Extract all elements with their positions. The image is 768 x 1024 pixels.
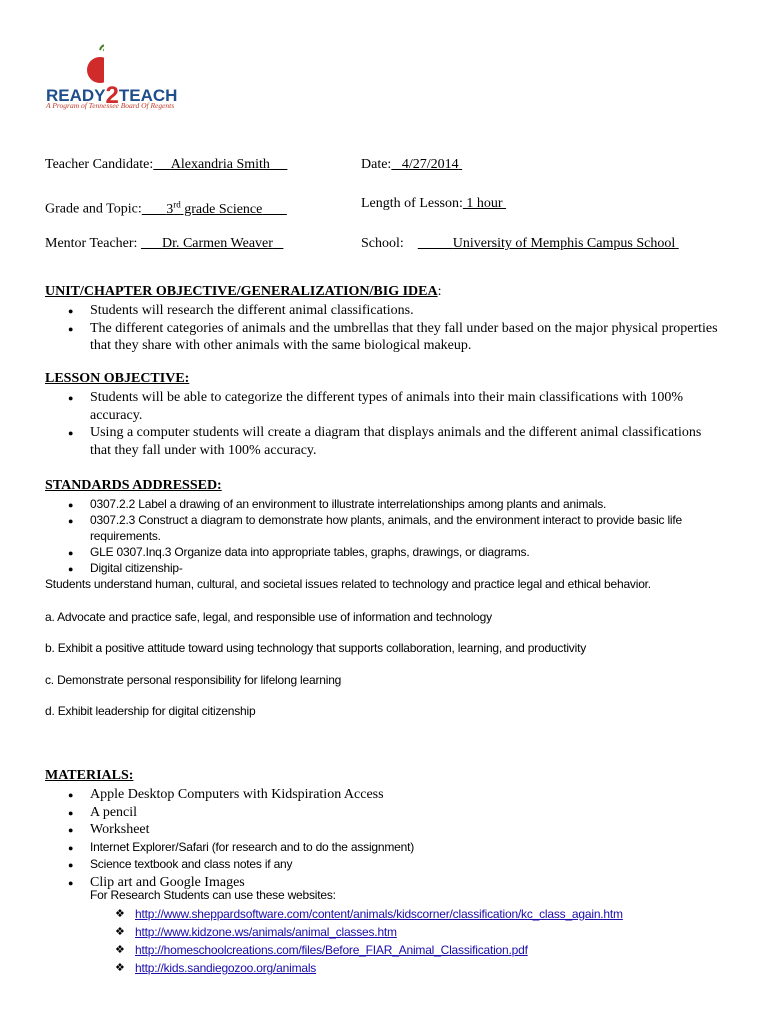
list-item: ● Clip art and Google Images: [45, 874, 725, 892]
list-item: ● Internet Explorer/Safari (for research and to do the assignment): [45, 839, 725, 857]
logo-tagline: A Program of Tennessee Board Of Regents: [46, 101, 175, 110]
teacher-candidate-row: Teacher Candidate: Alexandria Smith: [45, 157, 270, 172]
length-row: Length of Lesson: 1 hour: [361, 196, 503, 211]
research-links: [115, 905, 623, 977]
research-link[interactable]: http://kids.sandiegozoo.org/animals: [135, 961, 317, 975]
research-note: For Research Students can use these websites:: [90, 888, 336, 902]
ready2teach-logo: [44, 44, 189, 114]
list-item: ● GLE 0307.Inq.3 Organize data into appropriate tables, graphs, drawings, or diagrams.: [45, 544, 725, 560]
citizenship-point-b: b. Exhibit a positive attitude toward using technology that supports collaboration, learning, and productivity: [45, 641, 587, 655]
list-item: ● Digital citizenship-: [45, 560, 725, 576]
mentor-value: Dr. Carmen Weaver: [161, 236, 273, 251]
date-row: Date: 4/27/2014: [361, 157, 459, 172]
list-item: ● 0307.2.3 Construct a diagram to demonstrate how plants, animals, and the environment interact to provide basic life requirements.: [45, 512, 725, 544]
list-item: ● A pencil: [45, 804, 725, 822]
standards-heading: STANDARDS ADDRESSED:: [45, 478, 222, 493]
citizenship-point-c: c. Demonstrate personal responsibility for lifelong learning: [45, 673, 342, 687]
research-link[interactable]: http://www.sheppardsoftware.com/content/animals/kidscorner/classification/kc_class_again.htm: [135, 907, 623, 921]
research-link[interactable]: http://www.kidzone.ws/animals/animal_classes.htm: [135, 925, 397, 939]
list-item: [115, 941, 623, 959]
list-item: [115, 959, 623, 977]
list-item: ● Students will research the different animal classifications.: [45, 302, 725, 320]
research-link[interactable]: http://homeschoolcreations.com/files/Before_FIAR_Animal_Classification.pdf: [135, 943, 528, 957]
date-value: 4/27/2014: [401, 157, 459, 172]
grade-topic-value: 3rd grade Science: [166, 199, 263, 217]
list-item: ● The different categories of animals and the umbrellas that they fall under based on the major physical properties that they share with other animals with the same biological makeup.: [45, 320, 725, 355]
school-row: School: University of Memphis Campus School: [361, 236, 676, 251]
grade-topic-row: Grade and Topic: 3rd grade Science: [45, 199, 263, 217]
unit-list: [45, 302, 725, 355]
standards-list: [45, 496, 725, 576]
materials-heading: MATERIALS:: [45, 768, 134, 783]
list-item: [115, 923, 623, 941]
materials-list: [45, 786, 725, 891]
list-item: ● Students will be able to categorize the different types of animals into their main classifications with 100% accuracy.: [45, 389, 725, 424]
citizenship-point-d: d. Exhibit leadership for digital citizenship: [45, 704, 256, 718]
teacher-candidate-value: Alexandria Smith: [170, 157, 270, 172]
list-item: ● Apple Desktop Computers with Kidspiration Access: [45, 786, 725, 804]
school-value: University of Memphis Campus School: [452, 236, 676, 251]
list-item: ● Worksheet: [45, 821, 725, 839]
list-item: ● Science textbook and class notes if any: [45, 856, 725, 874]
lesson-list: [45, 389, 725, 459]
list-item: [115, 905, 623, 923]
citizenship-point-a: a. Advocate and practice safe, legal, and responsible use of information and technology: [45, 610, 492, 624]
list-item: ● Using a computer students will create a diagram that displays animals and the different animal classifications that they fall under with 100% accuracy.: [45, 424, 725, 459]
length-value: 1 hour: [466, 196, 503, 211]
unit-heading: UNIT/CHAPTER OBJECTIVE/GENERALIZATION/BIG IDEA:: [45, 284, 442, 299]
citizenship-text: Students understand human, cultural, and societal issues related to technology and practice legal and ethical behavior.: [45, 577, 651, 591]
list-item: ● 0307.2.2 Label a drawing of an environment to illustrate interrelationships among plants and animals.: [45, 496, 725, 512]
logo-wordmark: READY2TEACH: [46, 82, 178, 109]
lesson-heading: LESSON OBJECTIVE:: [45, 371, 190, 386]
mentor-row: Mentor Teacher: Dr. Carmen Weaver: [45, 236, 273, 251]
